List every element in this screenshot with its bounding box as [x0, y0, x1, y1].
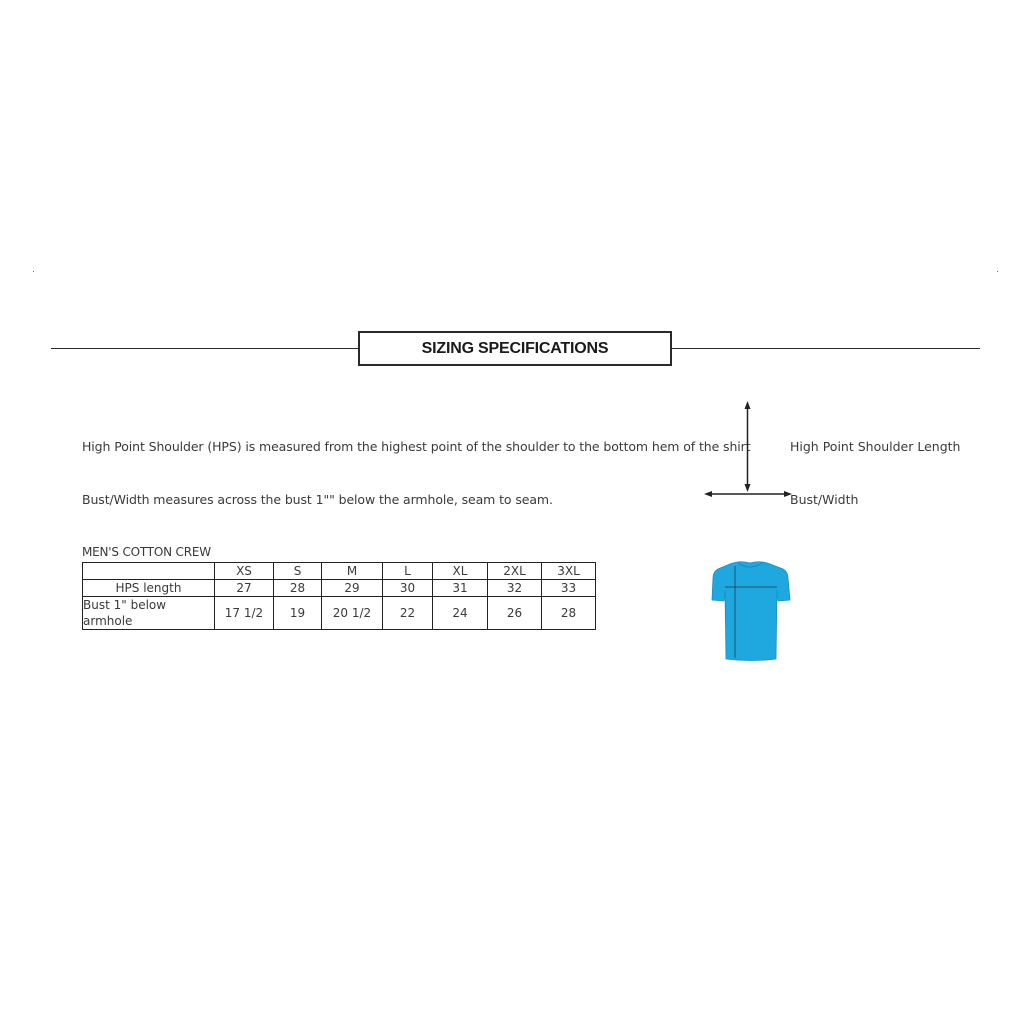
size-header: 2XL [488, 563, 542, 580]
row-label: HPS length [83, 580, 215, 597]
table-cell: 29 [322, 580, 383, 597]
size-header: L [383, 563, 433, 580]
table-cell: 17 1/2 [215, 597, 274, 630]
table-row [83, 580, 596, 597]
table-cell: 22 [383, 597, 433, 630]
table-cell: 28 [274, 580, 322, 597]
table-cell: 32 [488, 580, 542, 597]
tshirt-icon [708, 560, 792, 664]
table-cell: 24 [433, 597, 488, 630]
table-cell: 31 [433, 580, 488, 597]
size-header: XL [433, 563, 488, 580]
page-title: SIZING SPECIFICATIONS [358, 331, 672, 366]
hps-length-label: High Point Shoulder Length [790, 439, 961, 454]
table-row [83, 597, 596, 630]
table-caption: MEN'S COTTON CREW [82, 545, 211, 559]
table-cell: 33 [542, 580, 596, 597]
table-cell: 26 [488, 597, 542, 630]
bust-width-label: Bust/Width [790, 492, 859, 507]
corner-dot-right [997, 271, 998, 272]
header-rule-right [671, 348, 980, 349]
size-header: 3XL [542, 563, 596, 580]
size-header: XS [215, 563, 274, 580]
header-rule-left [51, 348, 359, 349]
size-header: S [274, 563, 322, 580]
hps-description: High Point Shoulder (HPS) is measured from the highest point of the shoulder to the bottom hem of the shirt [82, 439, 751, 454]
corner-dot-left [33, 271, 34, 272]
measurement-arrows-icon [700, 400, 795, 500]
table-cell: 20 1/2 [322, 597, 383, 630]
table-cell: 27 [215, 580, 274, 597]
table-cell: 19 [274, 597, 322, 630]
row-label: Bust 1" below armhole [83, 597, 215, 630]
table-header-row [83, 563, 596, 580]
table-corner-cell [83, 563, 215, 580]
table-cell: 28 [542, 597, 596, 630]
bust-description: Bust/Width measures across the bust 1"" below the armhole, seam to seam. [82, 492, 553, 507]
size-header: M [322, 563, 383, 580]
size-chart-table [82, 562, 596, 630]
table-cell: 30 [383, 580, 433, 597]
